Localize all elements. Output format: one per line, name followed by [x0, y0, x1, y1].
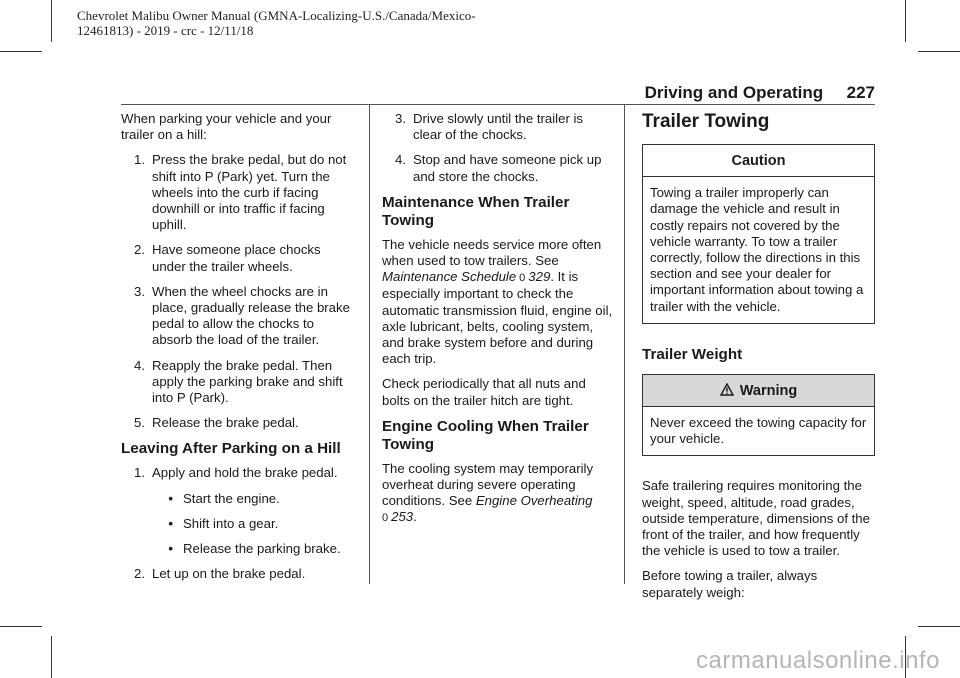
trailer-weight-heading: Trailer Weight [642, 345, 743, 363]
text-run: . [413, 509, 417, 525]
engine-overheating-link[interactable]: Engine Overheating [475, 493, 593, 509]
list-item [121, 152, 357, 233]
warning-box [642, 374, 875, 457]
list-number: 2. [134, 566, 145, 582]
warning-header [643, 375, 874, 407]
text-run: . It is especially important to check the automatic transmission fluid, engine oil, axle lubricant, belts, cooling system, and brake system before and during each trip. [382, 269, 613, 367]
column-2 [382, 111, 614, 536]
crop-mark [905, 0, 906, 42]
page-section-title: Trailer Towing [642, 111, 770, 132]
header-rule [121, 104, 875, 105]
document-meta-line-1: Chevrolet Malibu Owner Manual (GMNA-Localizing-U.S./Canada/Mexico- [77, 8, 476, 23]
page-reference-icon: 0 [382, 512, 389, 525]
cooling-heading: Engine Cooling When Trailer Towing [382, 417, 589, 453]
list-item [121, 566, 357, 582]
list-number: 4. [134, 357, 145, 373]
list-text: Let up on the brake pedal. [152, 566, 306, 582]
list-text: Stop and have someone pick up and store the chocks. [413, 152, 602, 184]
list-item [382, 111, 614, 143]
maintenance-paragraph [382, 237, 614, 368]
list-number: 3. [395, 111, 406, 126]
warning-label: Warning [739, 382, 798, 399]
list-text: Reapply the brake pedal. Then apply the parking brake and shift into P (Park). [152, 357, 343, 406]
list-text: Press the brake pedal, but do not shift into P (Park) yet. Turn the wheels into the curb if facing downhill or into traffic if facing uphill. [152, 152, 347, 233]
list-text: Drive slowly until the trailer is clear of the chocks. [413, 111, 584, 143]
page-reference[interactable]: 329 [528, 269, 551, 285]
column-divider [624, 104, 625, 584]
document-meta [77, 8, 557, 38]
running-header [620, 83, 875, 103]
list-item [121, 415, 357, 431]
watermark: carmanualsonline.info [696, 647, 940, 674]
bullet-item [121, 516, 357, 532]
list-number: 3. [134, 283, 145, 299]
list-number: 2. [134, 242, 145, 258]
bullet-item [121, 491, 357, 507]
text-run: The vehicle needs service more often when used to tow trailers. See [382, 236, 602, 269]
caution-text: Towing a trailer improperly can damage the vehicle and result in costly repairs not covered by the vehicle warranty. To tow a trailer correctly, follow the directions in this section and see your dealer for important information about towing a trailer with the vehicle. [650, 185, 864, 314]
list-text: Release the brake pedal. [152, 415, 299, 431]
document-meta-line-2: 12461813) - 2019 - crc - 12/11/18 [77, 23, 254, 38]
list-item [121, 242, 357, 274]
warning-icon [720, 383, 734, 396]
bullet-marker: • [168, 490, 173, 506]
crop-mark [51, 0, 52, 42]
crop-mark [0, 51, 42, 52]
crop-mark [0, 626, 42, 627]
list-number: 1. [134, 152, 145, 168]
section-name: Driving and Operating [644, 83, 824, 102]
crop-mark [918, 51, 960, 52]
crop-mark [918, 626, 960, 627]
bullet-marker: • [168, 541, 173, 557]
list-item [121, 358, 357, 407]
column-divider [369, 104, 370, 584]
list-item [382, 152, 614, 184]
list-item [121, 284, 357, 349]
weigh-paragraph: Before towing a trailer, always separately weigh: [642, 568, 818, 600]
text-run: The cooling system may temporarily overheat during severe operating conditions. See [382, 460, 594, 509]
bullet-text: Start the engine. [183, 490, 280, 506]
bullet-text: Release the parking brake. [183, 541, 341, 557]
bullet-marker: • [168, 515, 173, 531]
list-number: 1. [134, 465, 145, 481]
column-1 [121, 111, 357, 591]
caution-box [642, 144, 875, 324]
maintenance-schedule-link[interactable]: Maintenance Schedule [382, 269, 517, 285]
list-item [121, 465, 357, 481]
list-text: When the wheel chocks are in place, gradually release the brake pedal to allow the chocks to absorb the load of the trailer. [152, 283, 350, 348]
list-text: Apply and hold the brake pedal. [152, 465, 338, 481]
column-3 [642, 111, 875, 610]
intro-paragraph: When parking your vehicle and your trailer on a hill: [121, 111, 332, 143]
caution-header: Caution [643, 145, 874, 177]
bullet-item [121, 541, 357, 557]
list-text: Have someone place chocks under the trailer wheels. [152, 242, 321, 274]
page-number: 227 [846, 83, 875, 102]
cooling-paragraph [382, 461, 614, 527]
list-number: 4. [395, 152, 406, 168]
page-reference-icon: 0 [519, 272, 526, 285]
list-number: 5. [134, 415, 145, 431]
warning-text: Never exceed the towing capacity for your vehicle. [650, 415, 867, 447]
leaving-heading: Leaving After Parking on a Hill [121, 440, 341, 458]
hitch-paragraph: Check periodically that all nuts and bolts on the trailer hitch are tight. [382, 376, 586, 408]
page-reference[interactable]: 253 [391, 509, 414, 525]
safe-trailering-paragraph: Safe trailering requires monitoring the weight, speed, altitude, road grades, outside temperature, dimensions of the front of the trailer, and how frequently the vehicle is used to tow a trailer. [642, 478, 870, 559]
maintenance-heading: Maintenance When Trailer Towing [382, 193, 570, 229]
bullet-text: Shift into a gear. [183, 515, 279, 531]
